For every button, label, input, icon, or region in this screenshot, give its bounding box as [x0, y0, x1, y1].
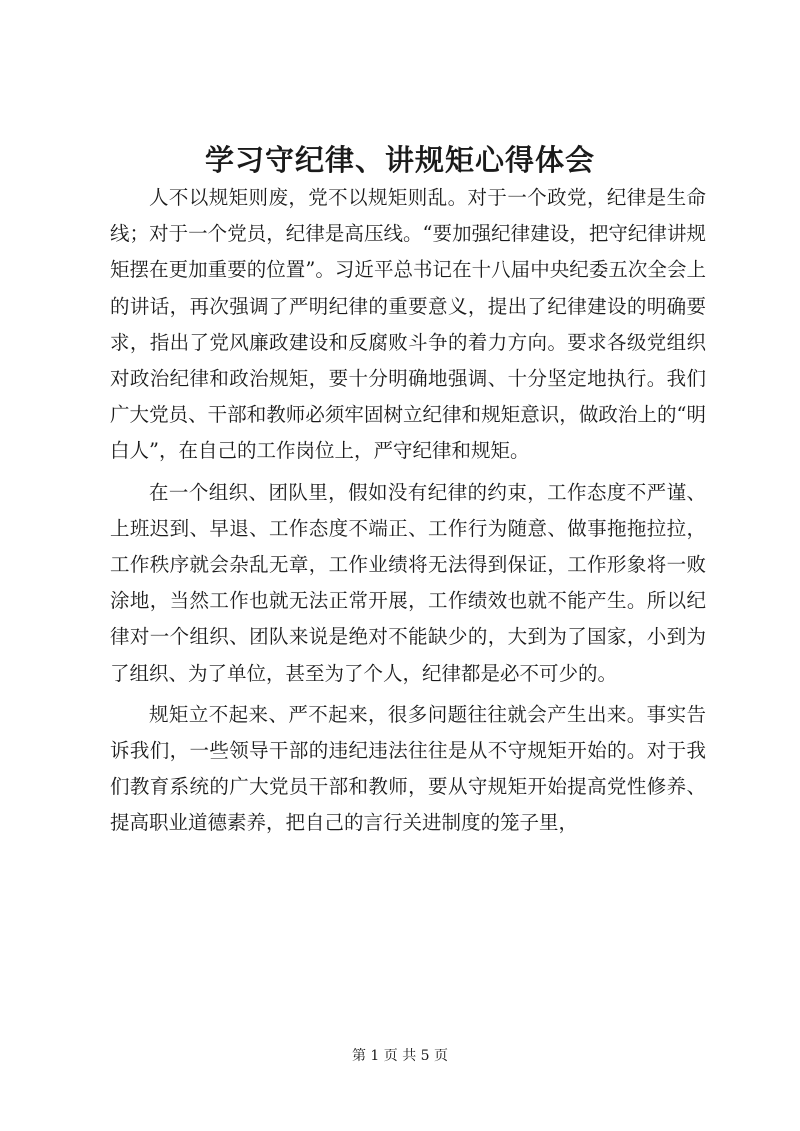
document-body — [110, 180, 706, 847]
paragraph-2: 在一个组织、团队里，假如没有纪律的约束，工作态度不严谨、上班迟到、早退、工作态度不端正、工作行为随意、做事拖拖拉拉，工作秩序就会杂乱无章，工作业绩将无法得到保证，工作形象将一败涂地，当然工作也就无法正常开展，工作绩效也就不能产生。所以纪律对一个组织、团队来说是绝对不能缺少的，大到为了国家，小到为了组织、为了单位，甚至为了个人，纪律都是必不可少的。 — [110, 480, 706, 685]
paragraph-3: 规矩立不起来、严不起来，很多问题往往就会产生出来。事实告诉我们，一些领导干部的违纪违法往往是从不守规矩开始的。对于我们教育系统的广大党员干部和教师，要从守规矩开始提高党性修养、提高职业道德素养，把自己的言行关进制度的笼子里， — [110, 702, 706, 835]
paragraph-1: 人不以规矩则废，党不以规矩则乱。对于一个政党，纪律是生命线；对于一个党员，纪律是高压线。“要加强纪律建设，把守纪律讲规矩摆在更加重要的位置”。习近平总书记在十八届中央纪委五次全会上的讲话，再次强调了严明纪律的重要意义，提出了纪律建设的明确要求，指出了党风廉政建设和反腐败斗争的着力方向。要求各级党组织对政治纪律和政治规矩，要十分明确地强调、十分坚定地执行。我们广大党员、干部和教师必须牢固树立纪律和规矩意识，做政治上的“明白人”，在自己的工作岗位上，严守纪律和规矩。 — [110, 186, 706, 463]
document-title: 学习守纪律、讲规矩心得体会 — [204, 143, 595, 177]
page-number-footer: 第 1 页 共 5 页 — [351, 1048, 449, 1064]
